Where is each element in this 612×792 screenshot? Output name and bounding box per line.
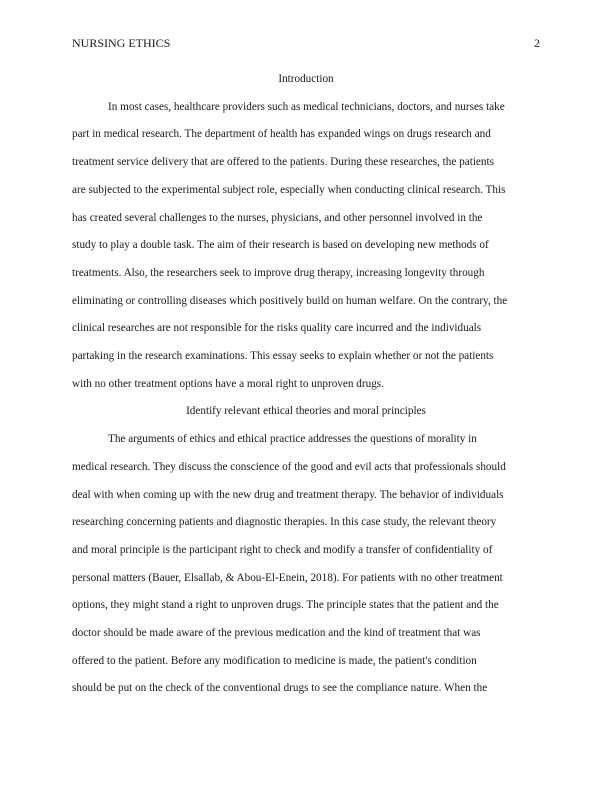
text-line: with no other treatment options have a moral right to unproven drugs. — [72, 377, 384, 390]
running-head: NURSING ETHICS — [72, 36, 171, 50]
text-line: study to play a double task. The aim of their research is based on developing new methods of — [72, 239, 489, 252]
text-line: deal with when coming up with the new drug and treatment therapy. The behavior of individuals — [72, 488, 504, 501]
text-line: options, they might stand a right to unproven drugs. The principle states that the patient and the — [72, 599, 499, 612]
text-line: and moral principle is the participant right to check and modify a transfer of confidentiality of — [72, 543, 493, 556]
text-line: eliminating or controlling diseases which positively build on human welfare. On the contrary, the — [72, 294, 508, 307]
page-header — [72, 36, 540, 52]
text-line: offered to the patient. Before any modification to medicine is made, the patient's condition — [72, 654, 477, 667]
text-line: has created several challenges to the nurses, physicians, and other personnel involved in the — [72, 211, 483, 224]
section-heading-introduction: Introduction — [278, 73, 334, 85]
text-line: part in medical research. The department of health has expanded wings on drugs research and — [72, 128, 491, 141]
document-body — [72, 66, 540, 703]
text-line: treatments. Also, the researchers seek to improve drug therapy, increasing longevity through — [72, 266, 485, 279]
text-line: In most cases, healthcare providers such as medical technicians, doctors, and nurses take — [108, 100, 505, 113]
text-line: medical research. They discuss the conscience of the good and evil acts that professionals should — [72, 460, 506, 473]
text-line: doctor should be made aware of the previous medication and the kind of treatment that was — [72, 627, 481, 640]
section-heading-ethical-theories: Identify relevant ethical theories and moral principles — [186, 405, 426, 418]
text-line: are subjected to the experimental subject role, especially when conducting clinical research. This — [72, 183, 506, 196]
text-line: The arguments of ethics and ethical practice addresses the questions of morality in — [108, 433, 477, 446]
text-line: personal matters (Bauer, Elsallab, & Abou-El-Enein, 2018). For patients with no other treatment — [72, 571, 503, 584]
page-number: 2 — [534, 36, 540, 50]
text-line: researching concerning patients and diagnostic therapies. In this case study, the relevant theory — [72, 516, 497, 529]
paragraph-introduction — [72, 94, 540, 399]
text-line: partaking in the research examinations. This essay seeks to explain whether or not the patients — [72, 350, 494, 363]
paragraph-ethical-theories — [72, 426, 540, 703]
text-line: should be put on the check of the conventional drugs to see the compliance nature. When the — [72, 682, 488, 695]
text-line: treatment service delivery that are offered to the patients. During these researches, the patients — [72, 156, 494, 169]
text-line: clinical researches are not responsible for the risks quality care incurred and the individuals — [72, 322, 482, 335]
